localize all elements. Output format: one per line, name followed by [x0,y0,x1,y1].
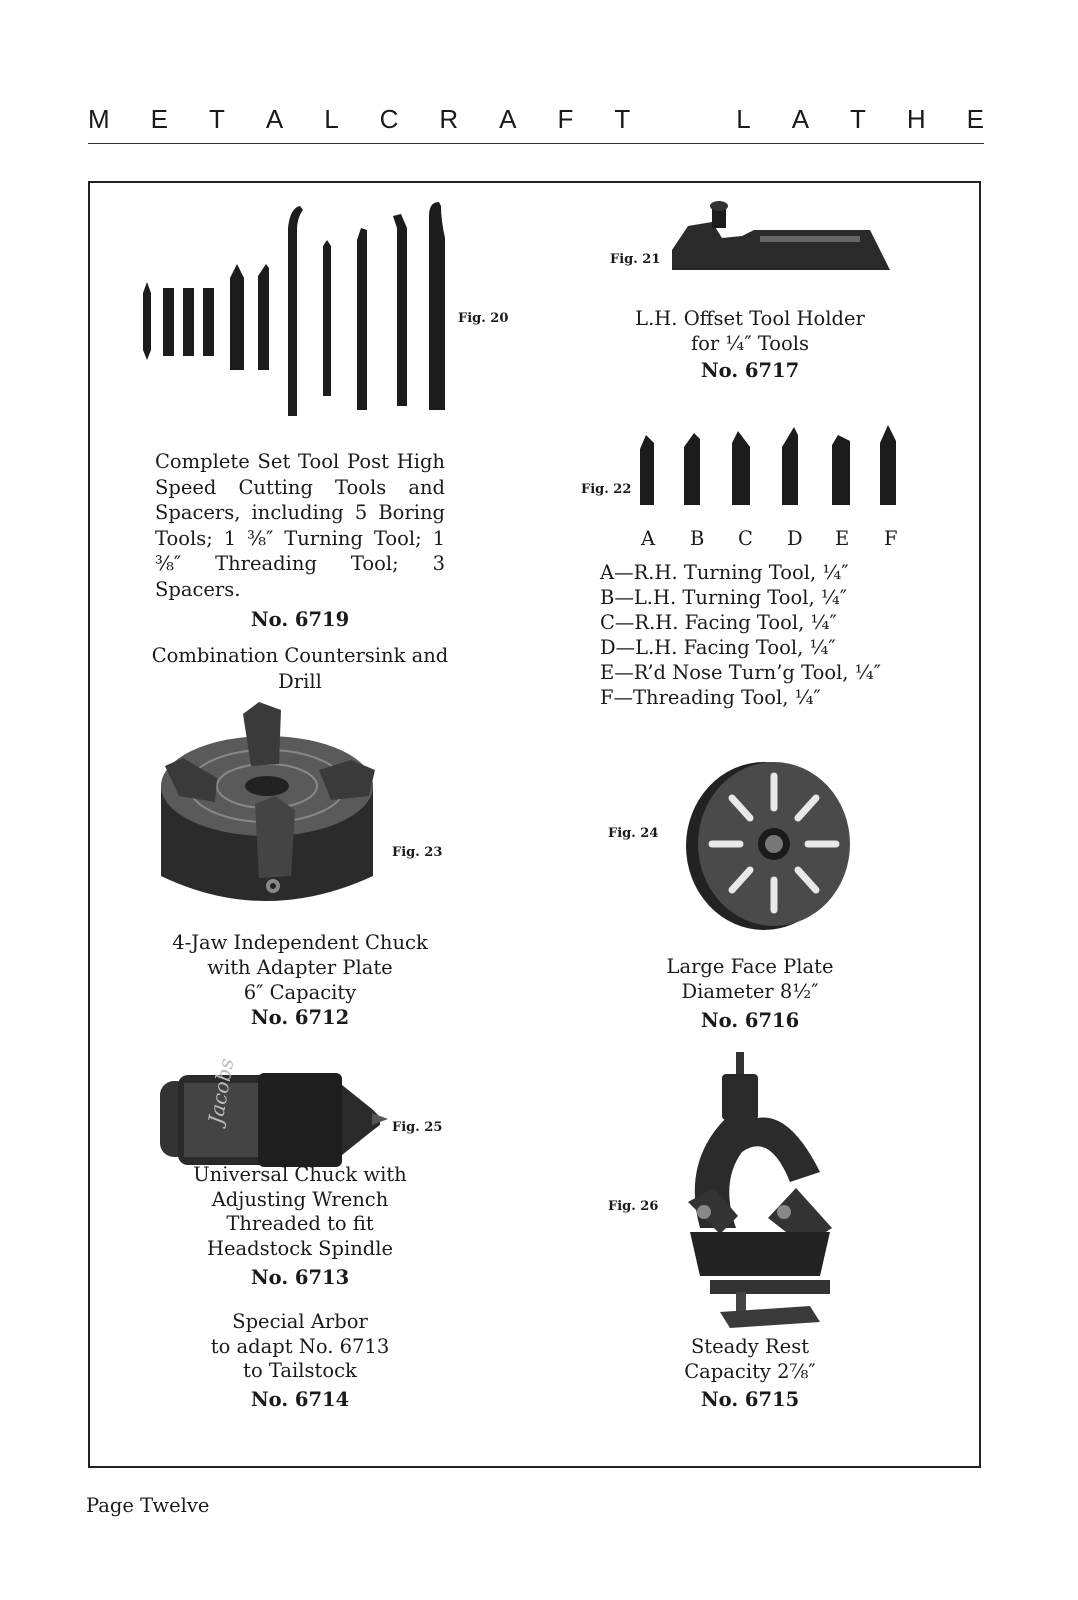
figure-label: Fig. 20 [458,311,509,326]
face-plate-illustration [680,758,860,938]
tool-letter-f: F [884,527,898,550]
title-letter: L [324,104,339,134]
title-letter: L [736,104,751,134]
arbor-detail: to Tailstock [243,1359,357,1382]
header-rule [88,143,984,144]
part-number: No. 6719 [250,608,350,631]
title-letter: A [499,104,517,134]
steady-rest-title: Steady Rest [690,1335,810,1358]
tool-holder-illustration [670,196,900,276]
figure-label: Fig. 24 [608,826,659,841]
title-letter: F [557,104,574,134]
universal-chuck-detail: Headstock Spindle [206,1237,394,1260]
tool-letter-e: E [835,527,850,550]
universal-chuck-detail: Threaded to fit [226,1212,374,1235]
four-jaw-chuck-illustration [155,700,395,930]
arbor-title: Special Arbor [232,1310,368,1333]
tool-holder-title: L.H. Offset Tool Holder [635,307,865,330]
tool-set-description: Complete Set Tool Post High Speed Cutting Tools and Spacers, including 5 Boring Tools; 1 ⅜″ Turning Tool; 1 ⅜″ Threading Tool; 3 Spacers. [155,450,445,601]
part-number: No. 6715 [700,1388,800,1411]
part-number: No. 6717 [700,359,800,382]
figure-label: Fig. 21 [610,252,661,267]
face-plate-title: Large Face Plate [666,955,834,978]
title-letter: C [379,104,399,134]
universal-chuck-detail: Adjusting Wrench [211,1188,389,1211]
chuck-detail: with Adapter Plate [207,956,393,979]
figure-label: Fig. 25 [392,1120,443,1135]
title-letter: T [614,104,631,134]
tool-list-item: B—L.H. Turning Tool, ¼″ [600,586,848,609]
tool-set-illustration [135,198,455,428]
chuck-brand: Jacobs [203,1056,239,1126]
face-plate-diameter: Diameter 8½″ [681,980,819,1003]
chuck-capacity: 6″ Capacity [243,981,357,1004]
page-title [88,104,984,135]
title-letter: A [265,104,284,134]
part-number: No. 6714 [250,1388,350,1411]
tool-list-item: F—Threading Tool, ¼″ [600,686,821,709]
steady-rest-illustration [680,1052,860,1342]
tool-letter-b: B [690,527,705,550]
title-letter: E [966,104,984,134]
part-number: No. 6712 [250,1006,350,1029]
title-letter: M [88,104,110,134]
title-letter: A [791,104,810,134]
title-letter: E [150,104,168,134]
universal-chuck-illustration [158,1056,388,1175]
tool-list-item: E—R’d Nose Turn’g Tool, ¼″ [600,661,881,684]
cutting-tools-illustration [640,425,920,515]
title-letter: T [850,104,866,134]
chuck-title: 4-Jaw Independent Chuck [172,931,428,954]
figure-label: Fig. 26 [608,1199,659,1214]
part-number: No. 6716 [700,1009,800,1032]
title-letter: H [906,104,926,134]
part-number: No. 6713 [250,1266,350,1289]
tool-list-item: C—R.H. Facing Tool, ¼″ [600,611,837,634]
title-letter: T [208,104,225,134]
tool-letter-d: D [787,527,803,550]
page-number: Page Twelve [86,1494,210,1517]
tool-list-item: A—R.H. Turning Tool, ¼″ [600,561,849,584]
figure-label: Fig. 22 [581,482,632,497]
steady-rest-capacity: Capacity 2⅞″ [684,1360,816,1383]
title-letter: R [439,104,459,134]
tool-holder-detail: for ¼″ Tools [690,332,810,355]
arbor-detail: to adapt No. 6713 [210,1335,390,1358]
tool-list-item: D—L.H. Facing Tool, ¼″ [600,636,836,659]
countersink-description: Combination Countersink and Drill [151,644,449,693]
tool-letter-c: C [738,527,753,550]
figure-label: Fig. 23 [392,845,443,860]
universal-chuck-title: Universal Chuck with [193,1163,407,1186]
tool-letter-a: A [641,527,656,550]
